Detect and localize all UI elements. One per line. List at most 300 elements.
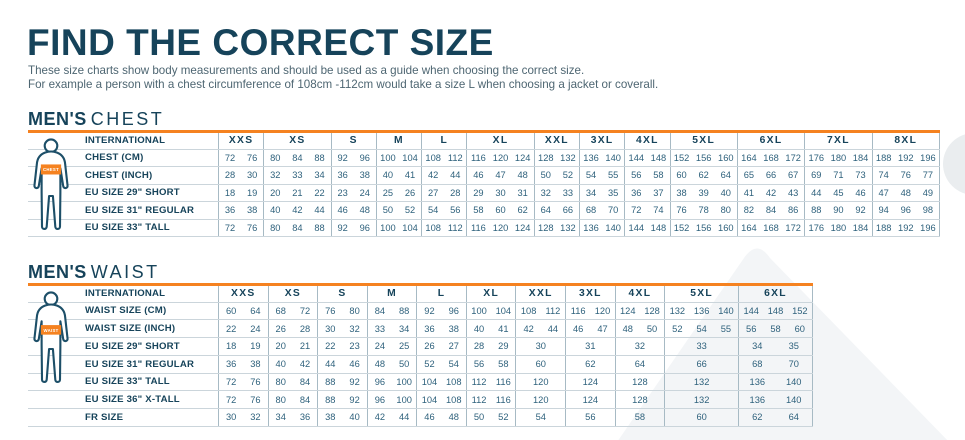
size-value: 144 (628, 222, 645, 233)
size-value: 52 (404, 205, 416, 216)
size-value: 38 (448, 323, 459, 334)
value-group (664, 356, 738, 373)
size-value: 120 (533, 376, 549, 387)
size-value: 86 (788, 205, 799, 216)
size-value: 48 (374, 359, 386, 370)
size-value: 124 (620, 305, 636, 316)
value-group (615, 338, 665, 355)
value-group (367, 320, 417, 337)
table-row (28, 167, 940, 185)
value-group (872, 220, 940, 237)
table-header-row (28, 130, 940, 150)
size-value: 18 (224, 187, 236, 198)
table-row (28, 374, 813, 392)
value-group (615, 356, 665, 373)
size-value: 47 (597, 323, 608, 334)
size-value: 128 (538, 222, 554, 233)
value-group (218, 185, 263, 202)
size-value: 136 (583, 222, 599, 233)
size-value: 112 (471, 376, 487, 387)
value-group (670, 150, 737, 167)
size-value: 72 (224, 152, 236, 163)
size-value: 55 (608, 170, 619, 181)
size-value: 96 (900, 205, 911, 216)
size-value: 22 (225, 323, 237, 334)
table-row (28, 150, 940, 168)
size-value: 36 (299, 412, 311, 423)
value-group (416, 374, 466, 391)
size-value: 112 (545, 305, 561, 316)
size-value: 32 (250, 412, 261, 423)
size-value: 128 (632, 394, 648, 405)
size-value: 24 (250, 323, 261, 334)
size-value: 43 (788, 187, 799, 198)
size-column-header: XXS (218, 286, 268, 302)
size-value: 65 (743, 170, 755, 181)
table-row (28, 356, 813, 374)
size-value: 84 (292, 222, 303, 233)
value-group (268, 303, 318, 320)
value-group (466, 303, 516, 320)
value-group (331, 185, 376, 202)
value-group (515, 356, 565, 373)
value-group (218, 303, 268, 320)
value-group (664, 338, 738, 355)
size-value: 32 (540, 187, 551, 198)
value-group (534, 150, 579, 167)
size-value: 42 (523, 323, 534, 334)
value-group (624, 202, 669, 219)
page-subtitle (28, 64, 658, 92)
size-value: 164 (741, 222, 757, 233)
size-value: 112 (447, 222, 463, 233)
value-group (515, 391, 565, 408)
value-group (737, 202, 804, 219)
value-group (579, 150, 624, 167)
value-group (416, 356, 466, 373)
value-group (317, 374, 367, 391)
size-value: 136 (749, 394, 766, 405)
size-value: 112 (471, 394, 487, 405)
size-value: 41 (743, 187, 755, 198)
value-group (331, 150, 376, 167)
size-value: 62 (698, 170, 709, 181)
value-group (670, 167, 737, 184)
value-group (218, 391, 268, 408)
size-value: 42 (299, 359, 311, 370)
size-value: 29 (473, 187, 484, 198)
table-row (28, 338, 813, 356)
size-value: 25 (399, 341, 410, 352)
value-group (565, 338, 615, 355)
value-group (664, 303, 738, 320)
size-value: 120 (492, 222, 509, 233)
size-value: 160 (718, 152, 734, 163)
size-value: 47 (878, 187, 889, 198)
size-value: 116 (570, 305, 586, 316)
size-value: 80 (275, 376, 286, 387)
size-value: 80 (270, 152, 281, 163)
size-value: 26 (275, 323, 286, 334)
corner-header: INTERNATIONAL (85, 288, 166, 300)
value-group (664, 320, 738, 337)
size-value: 160 (718, 222, 734, 233)
size-value: 52 (498, 412, 509, 423)
value-group (218, 150, 263, 167)
heading-mens: MEN'S (28, 262, 87, 282)
value-group (421, 167, 466, 184)
row-label: EU SIZE 29" SHORT (85, 340, 180, 352)
size-value: 196 (920, 152, 936, 163)
row-label: WAIST SIZE (CM) (85, 305, 167, 317)
size-value: 67 (788, 170, 799, 181)
size-value: 60 (696, 412, 707, 423)
size-value: 176 (808, 222, 825, 233)
value-group (263, 150, 330, 167)
value-group (737, 220, 804, 237)
size-value: 116 (495, 376, 511, 387)
value-group (466, 391, 516, 408)
size-value: 54 (448, 359, 459, 370)
size-value: 96 (359, 152, 370, 163)
size-value: 28 (299, 323, 311, 334)
value-group (317, 303, 367, 320)
size-column-header: 3XL (565, 286, 615, 302)
size-value: 52 (424, 359, 435, 370)
value-group (263, 220, 330, 237)
value-group (218, 409, 268, 426)
value-group (218, 220, 263, 237)
size-value: 172 (785, 222, 801, 233)
size-value: 54 (696, 323, 707, 334)
size-value: 22 (325, 341, 336, 352)
size-value: 120 (492, 152, 509, 163)
size-value: 44 (325, 359, 336, 370)
section-heading-mens-waist (28, 262, 160, 283)
size-value: 28 (450, 187, 461, 198)
value-group (268, 374, 318, 391)
size-value: 50 (399, 359, 410, 370)
size-value: 42 (292, 205, 303, 216)
size-value: 24 (374, 341, 386, 352)
size-value: 20 (275, 341, 286, 352)
page-title: FIND THE CORRECT SIZE (27, 22, 494, 63)
size-value: 48 (517, 170, 528, 181)
size-value: 152 (673, 222, 690, 233)
size-value: 88 (811, 205, 822, 216)
size-value: 60 (535, 359, 546, 370)
size-value: 108 (425, 152, 441, 163)
size-value: 94 (878, 205, 889, 216)
value-group (579, 220, 624, 237)
size-value: 76 (900, 170, 911, 181)
size-value: 34 (585, 187, 597, 198)
value-group (804, 167, 871, 184)
size-value: 180 (830, 152, 847, 163)
value-group (317, 320, 367, 337)
value-group (466, 356, 516, 373)
value-group (515, 374, 565, 391)
value-group (738, 391, 813, 408)
size-value: 48 (900, 187, 911, 198)
value-group (738, 303, 813, 320)
value-group (534, 220, 579, 237)
size-value: 132 (560, 152, 576, 163)
size-value: 34 (399, 323, 410, 334)
size-value: 192 (898, 222, 914, 233)
size-value: 116 (471, 152, 486, 163)
size-value: 74 (653, 205, 664, 216)
size-value: 52 (562, 170, 574, 181)
value-group (738, 409, 813, 426)
size-value: 47 (495, 170, 506, 181)
value-group (738, 320, 813, 337)
heading-chest: CHEST (90, 109, 165, 129)
value-group (624, 150, 669, 167)
value-group (872, 202, 940, 219)
value-group (367, 338, 417, 355)
size-value: 84 (292, 152, 303, 163)
value-group (416, 303, 466, 320)
size-value: 100 (396, 376, 412, 387)
size-column-header: XXL (534, 133, 579, 149)
size-value: 88 (399, 305, 410, 316)
size-value: 25 (382, 187, 394, 198)
size-value: 188 (875, 222, 892, 233)
table-row (28, 303, 813, 321)
size-value: 46 (573, 323, 584, 334)
size-value: 148 (767, 305, 784, 316)
size-value: 38 (359, 170, 370, 181)
size-value: 140 (605, 222, 621, 233)
size-value: 108 (520, 305, 537, 316)
value-group (466, 374, 516, 391)
size-value: 44 (811, 187, 822, 198)
size-value: 140 (785, 394, 802, 405)
size-value: 116 (495, 394, 511, 405)
size-value: 68 (585, 205, 597, 216)
value-group (331, 167, 376, 184)
body-figure-waist-icon (29, 286, 73, 390)
size-value: 30 (495, 187, 506, 198)
subtitle-line-2: For example a person with a chest circumference of 108cm -112cm would take a size L when choosing a jacket or coverall. (28, 77, 659, 91)
size-value: 76 (247, 152, 258, 163)
value-group (738, 374, 813, 391)
value-group (466, 150, 533, 167)
size-value: 92 (337, 222, 348, 233)
table-row (28, 391, 813, 409)
size-value: 73 (855, 170, 866, 181)
value-group (664, 391, 738, 408)
value-group (565, 391, 615, 408)
size-value: 96 (359, 222, 370, 233)
size-value: 34 (752, 341, 763, 352)
value-group (218, 374, 268, 391)
size-value: 28 (224, 170, 236, 181)
size-value: 33 (696, 341, 707, 352)
size-value: 90 (833, 205, 844, 216)
size-value: 108 (446, 376, 462, 387)
size-value: 34 (314, 170, 325, 181)
value-group (331, 220, 376, 237)
size-value: 58 (498, 359, 509, 370)
size-value: 22 (314, 187, 325, 198)
size-value: 44 (547, 323, 559, 334)
size-value: 84 (765, 205, 777, 216)
size-value: 100 (471, 305, 487, 316)
size-value: 56 (473, 359, 485, 370)
value-group (376, 185, 421, 202)
size-value: 38 (247, 205, 258, 216)
value-group (872, 185, 940, 202)
size-value: 72 (224, 222, 236, 233)
section-heading-mens-chest (28, 109, 164, 130)
size-value: 172 (785, 152, 801, 163)
size-value: 92 (349, 376, 360, 387)
size-value: 48 (448, 412, 459, 423)
size-value: 46 (337, 205, 348, 216)
value-group (664, 374, 738, 391)
size-value: 44 (314, 205, 325, 216)
value-group (263, 202, 330, 219)
table-row (28, 409, 813, 427)
size-value: 124 (514, 222, 531, 233)
value-group (376, 167, 421, 184)
size-value: 33 (562, 187, 574, 198)
size-value: 136 (749, 376, 766, 387)
size-value: 76 (325, 305, 336, 316)
size-value: 33 (292, 170, 303, 181)
value-group (263, 167, 330, 184)
size-value: 80 (275, 394, 286, 405)
value-group (466, 185, 533, 202)
size-value: 132 (693, 376, 710, 387)
size-value: 64 (720, 170, 731, 181)
size-column-header: XXL (515, 286, 565, 302)
value-group (376, 220, 421, 237)
value-group (218, 320, 268, 337)
table-row (28, 320, 813, 338)
size-value: 92 (349, 394, 360, 405)
value-group (416, 409, 466, 426)
size-value: 132 (560, 222, 576, 233)
size-value: 46 (424, 412, 435, 423)
size-value: 76 (250, 376, 261, 387)
size-value: 27 (448, 341, 459, 352)
value-group (263, 185, 330, 202)
size-value: 144 (628, 152, 645, 163)
size-value: 40 (270, 205, 281, 216)
size-value: 58 (473, 205, 484, 216)
size-value: 164 (741, 152, 757, 163)
size-value: 62 (517, 205, 528, 216)
size-value: 36 (225, 359, 237, 370)
band-label: WAIST (43, 327, 59, 333)
size-value: 176 (808, 152, 825, 163)
value-group (624, 220, 669, 237)
size-column-header: XL (466, 133, 533, 149)
size-value: 30 (325, 323, 336, 334)
size-value: 46 (349, 359, 360, 370)
size-column-header: 8XL (872, 133, 940, 149)
size-value: 184 (852, 222, 869, 233)
value-group (268, 409, 318, 426)
size-column-header: 4XL (624, 133, 669, 149)
size-value: 104 (402, 222, 418, 233)
value-group (515, 303, 565, 320)
size-value: 36 (424, 323, 435, 334)
size-value: 82 (743, 205, 755, 216)
value-group (565, 409, 615, 426)
value-group (565, 320, 615, 337)
size-value: 37 (653, 187, 664, 198)
value-group (615, 409, 665, 426)
size-column-header: XL (466, 286, 516, 302)
size-value: 76 (247, 222, 258, 233)
size-value: 21 (292, 187, 303, 198)
size-value: 31 (517, 187, 528, 198)
size-value: 31 (585, 341, 596, 352)
size-value: 84 (299, 394, 311, 405)
value-group (466, 220, 533, 237)
value-group (317, 338, 367, 355)
size-value: 50 (646, 323, 658, 334)
size-value: 66 (765, 170, 777, 181)
size-value: 42 (374, 412, 386, 423)
size-value: 21 (299, 341, 311, 352)
size-value: 72 (225, 376, 237, 387)
size-column-header: L (421, 133, 466, 149)
value-group (534, 185, 579, 202)
size-column-header: L (416, 286, 466, 302)
size-value: 40 (720, 187, 731, 198)
size-value: 58 (770, 323, 781, 334)
size-value: 76 (676, 205, 687, 216)
size-value: 184 (852, 152, 869, 163)
mens-waist-table (28, 283, 813, 427)
size-value: 62 (752, 412, 763, 423)
size-value: 96 (374, 376, 386, 387)
size-value: 148 (650, 152, 667, 163)
value-group (872, 167, 940, 184)
value-group (421, 150, 466, 167)
value-group (670, 185, 737, 202)
value-group (268, 356, 318, 373)
size-value: 52 (672, 323, 683, 334)
table-row (28, 185, 940, 203)
size-value: 144 (743, 305, 759, 316)
size-value: 96 (374, 394, 386, 405)
value-group (218, 356, 268, 373)
value-group (624, 185, 669, 202)
size-value: 30 (225, 412, 237, 423)
size-column-header: 7XL (804, 133, 871, 149)
size-value: 84 (374, 305, 386, 316)
row-label: EU SIZE 33" TALL (85, 376, 170, 388)
size-column-header: XXS (218, 133, 263, 149)
value-group (376, 202, 421, 219)
size-value: 32 (634, 341, 646, 352)
size-column-header: 4XL (615, 286, 665, 302)
size-value: 50 (382, 205, 394, 216)
size-value: 46 (855, 187, 866, 198)
value-group (737, 150, 804, 167)
row-label: EU SIZE 36" X-TALL (85, 394, 180, 406)
size-value: 80 (349, 305, 360, 316)
size-value: 32 (270, 170, 281, 181)
value-group (331, 202, 376, 219)
size-column-header: 3XL (579, 133, 624, 149)
